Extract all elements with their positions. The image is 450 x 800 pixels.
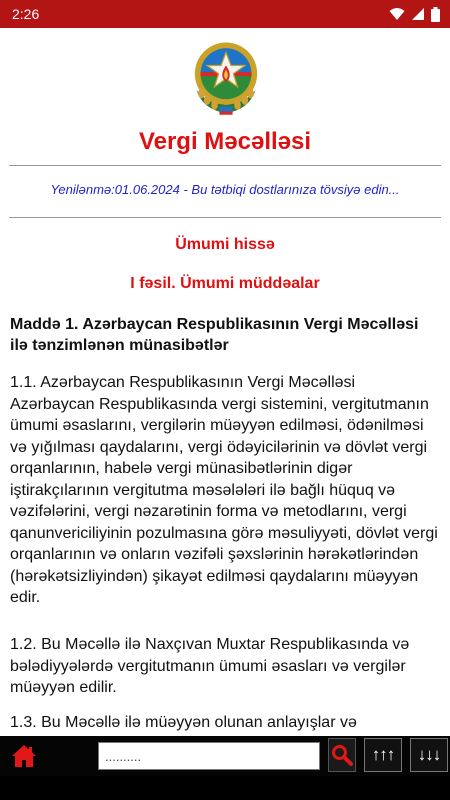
article-heading: Maddə 1. Azərbaycan Respublikasının Vergi Məcəlləsi ilə tənzimlənən münasibətlər: [10, 316, 419, 354]
search-button[interactable]: [328, 738, 356, 772]
bottom-toolbar: [0, 736, 450, 776]
scroll-down-button[interactable]: ↓↓↓: [410, 738, 448, 772]
signal-icon: [411, 7, 425, 21]
status-time: 2:26: [12, 6, 40, 22]
magnifier-icon: [331, 744, 353, 766]
battery-icon: [431, 7, 440, 22]
update-note: Yenilənmə:01.06.2024 - Bu tətbiqi dostlarınıza tövsiyə edin...: [50, 182, 400, 197]
home-button[interactable]: [4, 738, 44, 774]
wifi-icon: [389, 7, 405, 21]
status-icons: [389, 7, 440, 22]
paragraph-1-2: 1.2. Bu Məcəllə ilə Naxçıvan Muxtar Respublikasında və bələdiyyələrdə vergitutmanın ümumi əsasları və vergilər müəyyən edilir.: [10, 636, 410, 696]
system-navigation-bar: [0, 776, 450, 800]
state-emblem-icon: [185, 36, 267, 118]
home-icon: [11, 744, 37, 768]
paragraph-1-1: 1.1. Azərbaycan Respublikasının Vergi Məcəlləsi Azərbaycan Respublikasında vergi sistemini, vergitutmanın ümumi əsaslarını, vergilərin müəyyən edilməsi, ödənilməsi və yığılması qaydalarını, vergi ödəyicilərinin və dövlət vergi orqanlarının, habelə vergi münasibətlərinin digər iştirakçılarının vergitutma məsələləri ilə bağlı hüquq və vəzifələrini, vergi nəzarətinin forma və metodlarını, vergi qanunvericiliyinin pozulmasına görə məsuliyyəti, dövlət vergi orqanlarının və onların vəzifəli şəxslərinin hərəkətlərindən (hərəkətsizliyindən) şikayət edilməsi qaydalarını müəyyən edir.: [10, 374, 438, 606]
chapter-title: I fəsil. Ümumi müddəalar: [130, 275, 320, 292]
document-view[interactable]: [0, 28, 450, 736]
app-title: Vergi Məcəlləsi: [138, 128, 312, 155]
part-title: Ümumi hissə: [175, 236, 275, 253]
paragraph-1-3: 1.3. Bu Məcəllə ilə müəyyən olunan anlayışlar və: [10, 714, 357, 731]
status-bar: [0, 0, 450, 28]
divider: [9, 165, 441, 166]
divider: [9, 217, 441, 218]
scroll-up-button[interactable]: ↑↑↑: [364, 738, 402, 772]
search-input[interactable]: [98, 742, 320, 770]
